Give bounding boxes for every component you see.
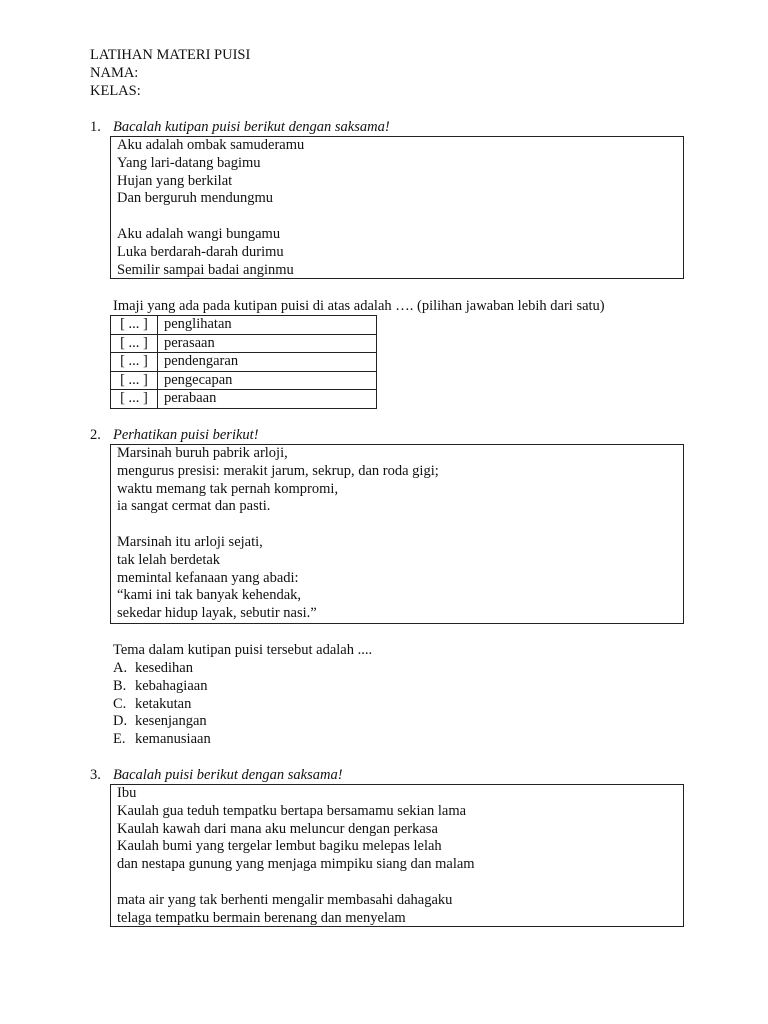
poem-line: Aku adalah ombak samuderamu	[117, 137, 305, 153]
poem-line: Yang lari-datang bagimu	[117, 154, 261, 171]
poem-line: Semilir sampai badai anginmu	[117, 261, 294, 278]
question-1-prompt: Imaji yang ada pada kutipan puisi di atas adalah …. (pilihan jawaban lebih dari satu)	[113, 298, 605, 314]
class-label: KELAS:	[90, 83, 141, 99]
option-d[interactable]	[113, 713, 211, 731]
poem-line: mengurus presisi: merakit jarum, sekrup, dan roda gigi;	[117, 462, 439, 479]
poem-line: Aku adalah wangi bungamu	[117, 225, 281, 242]
poem-line: Hujan yang berkilat	[117, 172, 233, 189]
name-label: NAMA:	[90, 65, 139, 81]
poem-line: Marsinah buruh pabrik arloji,	[117, 445, 288, 461]
choice-checkbox[interactable]: [ ... ]	[111, 316, 158, 335]
choice-checkbox[interactable]: [ ... ]	[111, 353, 158, 372]
option-letter: A.	[113, 660, 128, 676]
choice-checkbox[interactable]: [ ... ]	[111, 371, 158, 390]
question-2-options	[113, 660, 211, 749]
poem-line: Kaulah kawah dari mana aku meluncur dengan perkasa	[117, 820, 438, 837]
option-text: kesenjangan	[135, 713, 207, 730]
poem-line: Marsinah itu arloji sejati,	[117, 533, 263, 550]
table-row	[111, 316, 377, 335]
poem-line: Kaulah gua teduh tempatku bertapa bersamamu sekian lama	[117, 802, 467, 819]
question-1-poem-box	[110, 136, 684, 279]
question-1-choice-table	[110, 315, 377, 409]
choice-label: pengecapan	[158, 371, 377, 390]
option-letter: D.	[113, 713, 128, 730]
question-1-number: 1.	[90, 119, 101, 135]
option-text: kebahagiaan	[135, 677, 208, 694]
poem-line: sekedar hidup layak, sebutir nasi.”	[117, 605, 317, 622]
table-row	[111, 334, 377, 353]
table-row	[111, 390, 377, 409]
option-c[interactable]	[113, 696, 211, 714]
question-2-poem-box	[110, 444, 684, 624]
option-text: kemanusiaan	[135, 731, 211, 748]
poem-line: Kaulah bumi yang tergelar lembut bagiku melepas lelah	[117, 838, 442, 855]
choice-label: perabaan	[158, 390, 377, 409]
option-letter: B.	[113, 677, 127, 694]
poem-line: memintal kefanaan yang abadi:	[117, 569, 299, 586]
option-a[interactable]	[113, 660, 211, 678]
choice-label: perasaan	[158, 334, 377, 353]
question-1-instruction: Bacalah kutipan puisi berikut dengan saksama!	[113, 119, 390, 135]
choice-checkbox[interactable]: [ ... ]	[111, 334, 158, 353]
option-text: kesedihan	[135, 660, 193, 676]
option-b[interactable]	[113, 678, 211, 696]
option-text: ketakutan	[135, 695, 192, 712]
option-e[interactable]	[113, 731, 211, 749]
poem-line: Dan berguruh mendungmu	[117, 190, 273, 207]
choice-label: penglihatan	[158, 316, 377, 335]
question-3-number: 3.	[90, 767, 101, 783]
poem-line: telaga tempatku bermain berenang dan menyelam	[117, 909, 406, 926]
worksheet-title: LATIHAN MATERI PUISI	[90, 47, 251, 63]
choice-label: pendengaran	[158, 353, 377, 372]
poem-line	[117, 208, 683, 226]
poem-line: “kami ini tak banyak kehendak,	[117, 587, 302, 604]
poem-line: mata air yang tak berhenti mengalir membasahi dahagaku	[117, 891, 453, 908]
poem-line: tak lelah berdetak	[117, 551, 221, 568]
question-2-instruction: Perhatikan puisi berikut!	[113, 427, 259, 443]
poem-line: Luka berdarah-darah durimu	[117, 243, 284, 260]
choice-checkbox[interactable]: [ ... ]	[111, 390, 158, 409]
poem-line: waktu memang tak pernah kompromi,	[117, 480, 339, 497]
option-letter: C.	[113, 695, 127, 712]
question-2-number: 2.	[90, 427, 101, 443]
poem-line	[117, 516, 683, 534]
poem-line: Ibu	[117, 785, 137, 801]
poem-line: ia sangat cermat dan pasti.	[117, 498, 271, 515]
question-2-prompt: Tema dalam kutipan puisi tersebut adalah ....	[113, 642, 373, 658]
question-3-instruction: Bacalah puisi berikut dengan saksama!	[113, 767, 343, 783]
table-row	[111, 353, 377, 372]
poem-line: dan nestapa gunung yang menjaga mimpiku siang dan malam	[117, 856, 475, 873]
question-3-poem-box	[110, 784, 684, 927]
poem-line	[117, 874, 683, 892]
table-row	[111, 371, 377, 390]
option-letter: E.	[113, 731, 126, 748]
